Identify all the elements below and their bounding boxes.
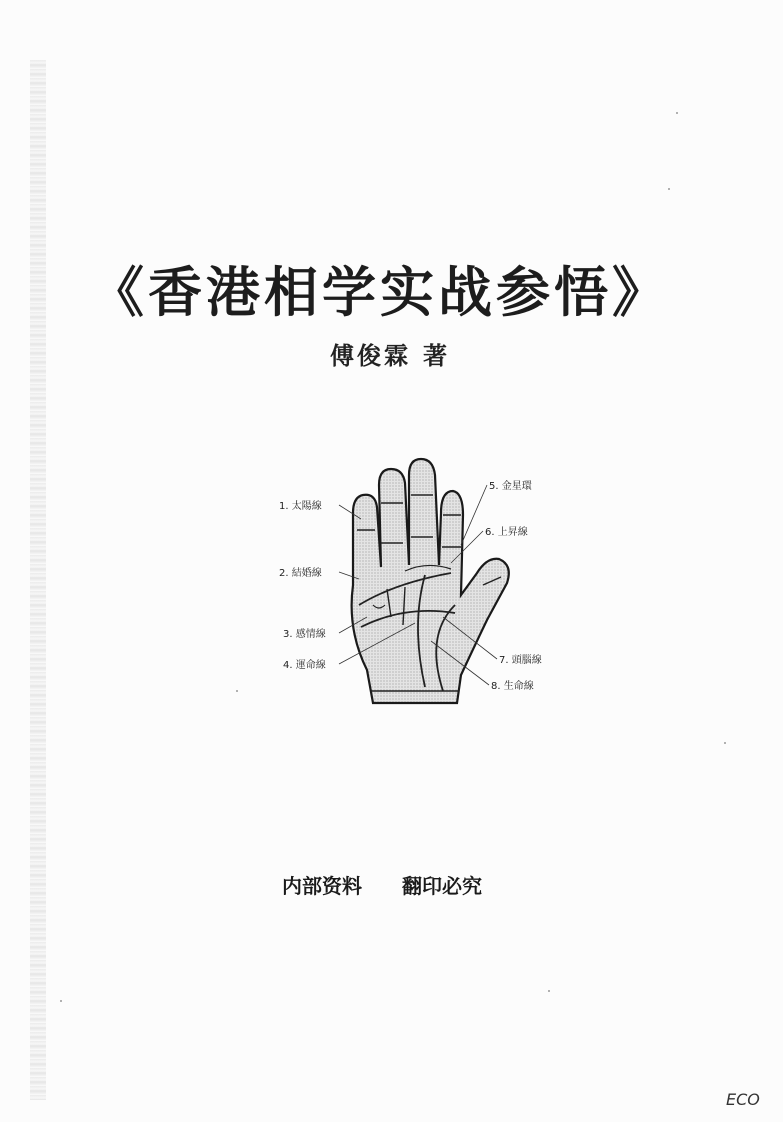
palm-label-5: 5. 金星環 (489, 481, 532, 492)
author-name: 傅俊霖 (330, 341, 411, 370)
binding-edge-shadow (30, 60, 46, 1100)
page-marker: ECO (726, 1090, 760, 1109)
palm-diagram (275, 455, 565, 710)
palm-label-8: 8. 生命線 (491, 681, 534, 692)
no-reprint-text: 翻印必究 (402, 874, 482, 898)
book-title: 《香港相学实战参悟》 (90, 260, 670, 324)
copyright-notice (282, 870, 482, 899)
palm-illustration (275, 455, 565, 710)
scan-speck (548, 990, 550, 992)
scan-speck (676, 112, 678, 114)
palm-label-7: 7. 頭腦線 (499, 655, 542, 666)
palm-label-1: 1. 太陽線 (279, 501, 322, 512)
scan-speck (60, 1000, 62, 1002)
author-suffix: 著 (423, 341, 450, 370)
palm-label-4: 4. 運命線 (283, 660, 326, 671)
palm-label-3: 3. 感情線 (283, 629, 326, 640)
scan-speck (724, 742, 726, 744)
hand-outline (352, 459, 509, 703)
scan-speck (236, 690, 238, 692)
author-line (330, 336, 450, 371)
scan-speck (668, 188, 670, 190)
palm-label-6: 6. 上昇線 (485, 527, 528, 538)
palm-label-2: 2. 結婚線 (279, 568, 322, 579)
internal-material-text: 内部资料 (282, 874, 362, 898)
